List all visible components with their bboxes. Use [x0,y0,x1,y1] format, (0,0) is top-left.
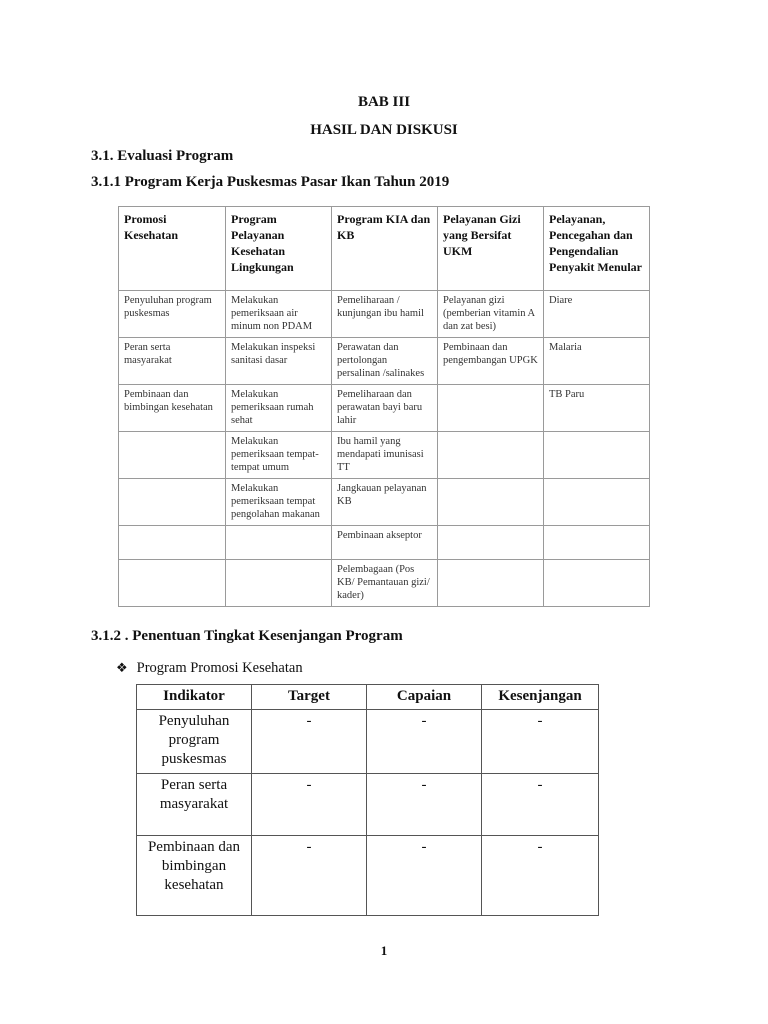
table-cell: Penyuluhan program puskesmas [137,710,252,774]
program-table-header: Program KIA dan KB [332,207,438,291]
program-table [118,206,650,607]
table-cell: Jangkauan pelayanan KB [332,479,438,526]
table-cell: - [367,774,482,836]
gap-table-header: Target [252,685,367,710]
chapter-subtitle: HASIL DAN DISKUSI [310,122,458,138]
table-row [137,710,599,774]
page-number: 1 [380,943,388,958]
table-cell [119,479,226,526]
table-cell: Melakukan pemeriksaan air minum non PDAM [226,291,332,338]
table-cell: TB Paru [544,385,650,432]
table-cell [119,432,226,479]
table-cell: Pembinaan dan bimbingan kesehatan [137,836,252,916]
gap-table-header: Indikator [137,685,252,710]
bullet-text: Program Promosi Kesehatan [136,660,303,676]
table-cell: - [252,836,367,916]
table-row [119,385,650,432]
table-cell: - [482,774,599,836]
table-cell: Pembinaan dan pengembangan UPGK [438,338,544,385]
program-table-header: Promosi Kesehatan [119,207,226,291]
table-row [119,479,650,526]
table-row [137,774,599,836]
table-cell [226,526,332,560]
table-cell: Peran serta masyarakat [119,338,226,385]
program-table-header: Pelayanan Gizi yang Bersifat UKM [438,207,544,291]
table-cell: - [367,710,482,774]
table-cell [438,432,544,479]
table-cell: - [252,774,367,836]
table-row [119,432,650,479]
table-cell: Pemeliharaan dan perawatan bayi baru lahir [332,385,438,432]
gap-table [136,684,599,916]
gap-table-header: Kesenjangan [482,685,599,710]
table-cell [438,385,544,432]
chapter-title: BAB III [357,94,411,110]
table-cell: Ibu hamil yang mendapati imunisasi TT [332,432,438,479]
table-cell [226,560,332,607]
table-cell [544,560,650,607]
table-row [137,836,599,916]
table-cell: - [252,710,367,774]
program-table-header: Pelayanan, Pencegahan dan Pengendalian Penyakit Menular [544,207,650,291]
table-row [119,338,650,385]
table-cell: Melakukan pemeriksaan tempat pengolahan makanan [226,479,332,526]
table-cell: - [482,710,599,774]
table-cell [544,526,650,560]
table-cell [438,526,544,560]
diamond-bullet-icon: ❖ [116,661,128,676]
program-table-header: Program Pelayanan Kesehatan Lingkungan [226,207,332,291]
table-cell: - [482,836,599,916]
section-heading-3-1-1: 3.1.1 Program Kerja Puskesmas Pasar Ikan Tahun 2019 [91,174,450,190]
table-cell: Pelembagaan (Pos KB/ Pemantauan gizi/ kader) [332,560,438,607]
table-cell [119,560,226,607]
table-cell: Melakukan pemeriksaan tempat-tempat umum [226,432,332,479]
table-cell: Malaria [544,338,650,385]
table-cell: - [367,836,482,916]
table-cell: Peran serta masyarakat [137,774,252,836]
table-cell [438,560,544,607]
table-cell [544,479,650,526]
table-cell [438,479,544,526]
table-cell: Melakukan inspeksi sanitasi dasar [226,338,332,385]
gap-table-header: Capaian [367,685,482,710]
table-cell: Pemeliharaan / kunjungan ibu hamil [332,291,438,338]
table-cell: Perawatan dan pertolongan persalinan /salinakes [332,338,438,385]
gap-table-header-row [137,685,599,710]
bullet-item [116,660,303,677]
table-cell [544,432,650,479]
table-cell: Pembinaan akseptor [332,526,438,560]
table-cell: Pelayanan gizi (pemberian vitamin A dan zat besi) [438,291,544,338]
table-cell: Pembinaan dan bimbingan kesehatan [119,385,226,432]
table-cell: Penyuluhan program puskesmas [119,291,226,338]
table-cell [119,526,226,560]
table-cell: Melakukan pemeriksaan rumah sehat [226,385,332,432]
table-row [119,560,650,607]
table-cell: Diare [544,291,650,338]
section-heading-3-1: 3.1. Evaluasi Program [91,148,234,164]
table-row [119,526,650,560]
program-table-header-row [119,207,650,291]
section-heading-3-1-2: 3.1.2 . Penentuan Tingkat Kesenjangan Program [91,628,403,644]
table-row [119,291,650,338]
